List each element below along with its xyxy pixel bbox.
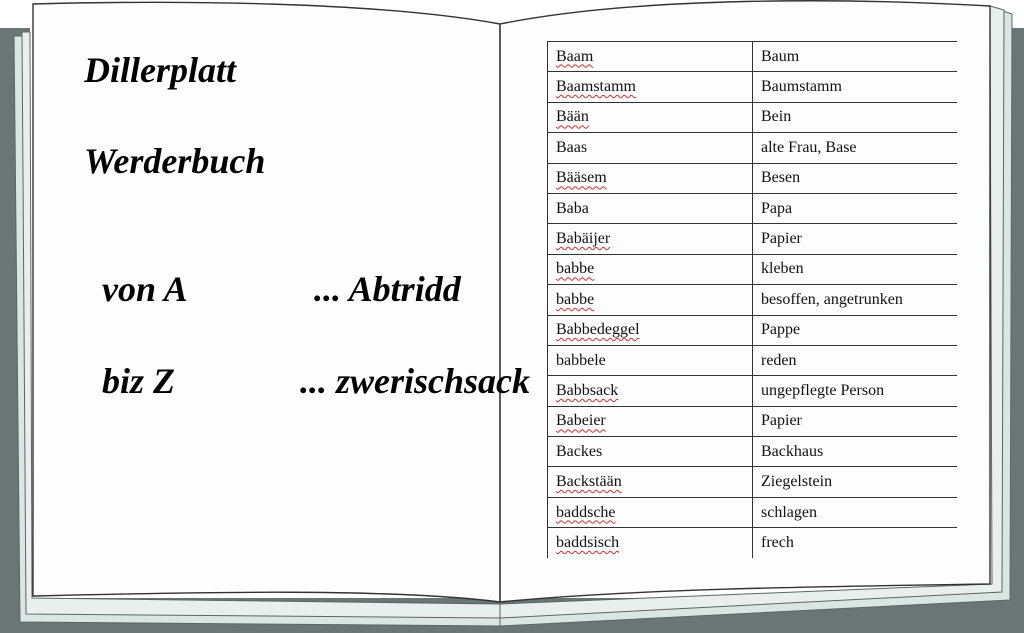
- dialect-word-cell: [548, 406, 753, 436]
- standard-german-word: Baumstamm: [761, 78, 842, 96]
- dialect-word-cell: [548, 315, 753, 345]
- dialect-word-cell: [548, 133, 753, 163]
- dictionary-row: [548, 315, 958, 345]
- standard-german-cell: [753, 102, 958, 132]
- dictionary-row: [548, 345, 958, 375]
- standard-german-word: Papa: [761, 199, 793, 217]
- range-end-letter: biz Z: [102, 361, 176, 401]
- standard-german-cell: [753, 467, 958, 497]
- dialect-word: babbe: [556, 260, 595, 278]
- dialect-word-cell: [548, 193, 753, 223]
- dialect-word: Babeier: [556, 412, 606, 430]
- range-end-line: [84, 327, 531, 401]
- dictionary-row: [548, 437, 958, 467]
- standard-german-word: reden: [761, 351, 797, 369]
- dictionary-row: [548, 406, 958, 436]
- standard-german-word: frech: [761, 533, 794, 551]
- dictionary-table: [547, 41, 957, 558]
- dialect-word: Babbedeggel: [556, 321, 640, 339]
- dialect-word-cell: [548, 345, 753, 375]
- standard-german-cell: [753, 224, 958, 254]
- dialect-word: Baam: [556, 47, 594, 65]
- dialect-word-cell: [548, 437, 753, 467]
- standard-german-cell: [753, 315, 958, 345]
- standard-german-cell: [753, 285, 958, 315]
- standard-german-cell: [753, 163, 958, 193]
- dictionary-row: [548, 133, 958, 163]
- dictionary-row: [548, 497, 958, 527]
- dialect-word: Baas: [556, 138, 588, 156]
- standard-german-word: alte Frau, Base: [761, 138, 857, 156]
- dictionary-row: [548, 376, 958, 406]
- dialect-word: baddsche: [556, 503, 616, 521]
- dialect-word: Babbsack: [556, 381, 619, 399]
- standard-german-word: Pappe: [761, 321, 801, 339]
- dialect-word: Bääsem: [556, 169, 607, 187]
- dialect-word: Backstään: [556, 473, 622, 491]
- standard-german-cell: [753, 254, 958, 284]
- standard-german-word: Papier: [761, 230, 802, 248]
- dictionary-row: [548, 102, 958, 132]
- dialect-word: Baba: [556, 199, 589, 217]
- dictionary-row: [548, 285, 958, 315]
- cover-title: Dillerplatt: [84, 50, 236, 90]
- dialect-word: Baamstamm: [556, 78, 636, 96]
- dictionary-row: [548, 254, 958, 284]
- standard-german-cell: [753, 42, 958, 72]
- dialect-word-cell: [548, 376, 753, 406]
- dictionary-row: [548, 163, 958, 193]
- standard-german-word: Besen: [761, 169, 801, 187]
- standard-german-word: besoffen, angetrunken: [761, 290, 903, 308]
- dictionary-row: [548, 528, 958, 558]
- dialect-word-cell: [548, 285, 753, 315]
- dialect-word-cell: [548, 254, 753, 284]
- dialect-word-cell: [548, 42, 753, 72]
- standard-german-cell: [753, 528, 958, 558]
- dialect-word: babbele: [556, 351, 606, 369]
- dictionary-row: [548, 193, 958, 223]
- dictionary-row: [548, 72, 958, 102]
- standard-german-cell: [753, 345, 958, 375]
- standard-german-word: schlagen: [761, 503, 817, 521]
- standard-german-word: kleben: [761, 260, 804, 278]
- dialect-word-cell: [548, 163, 753, 193]
- dictionary-row: [548, 467, 958, 497]
- standard-german-word: Baum: [761, 47, 800, 65]
- range-end-word: ... zwerischsack: [300, 361, 531, 401]
- standard-german-word: Ziegelstein: [761, 473, 833, 491]
- dialect-word: babbe: [556, 290, 595, 308]
- dialect-word: Bään: [556, 108, 589, 126]
- standard-german-cell: [753, 406, 958, 436]
- standard-german-word: Papier: [761, 412, 802, 430]
- range-start-line: [84, 235, 461, 309]
- cover-subtitle: Werderbuch: [84, 141, 266, 181]
- dialect-word: baddsisch: [556, 533, 620, 551]
- standard-german-cell: [753, 376, 958, 406]
- dialect-word-cell: [548, 497, 753, 527]
- standard-german-cell: [753, 437, 958, 467]
- standard-german-cell: [753, 193, 958, 223]
- dialect-word: Backes: [556, 442, 603, 460]
- dialect-word-cell: [548, 102, 753, 132]
- dictionary-row: [548, 224, 958, 254]
- dictionary-row: [548, 42, 958, 72]
- range-start-word: ... Abtridd: [314, 269, 461, 309]
- standard-german-cell: [753, 497, 958, 527]
- dialect-word-cell: [548, 224, 753, 254]
- standard-german-word: ungepflegte Person: [761, 381, 885, 399]
- dialect-word-cell: [548, 528, 753, 558]
- standard-german-cell: [753, 133, 958, 163]
- standard-german-word: Bein: [761, 108, 792, 126]
- dialect-word-cell: [548, 72, 753, 102]
- dialect-word: Babäijer: [556, 230, 611, 248]
- dialect-word-cell: [548, 467, 753, 497]
- standard-german-word: Backhaus: [761, 442, 824, 460]
- standard-german-cell: [753, 72, 958, 102]
- range-start-letter: von A: [102, 269, 188, 309]
